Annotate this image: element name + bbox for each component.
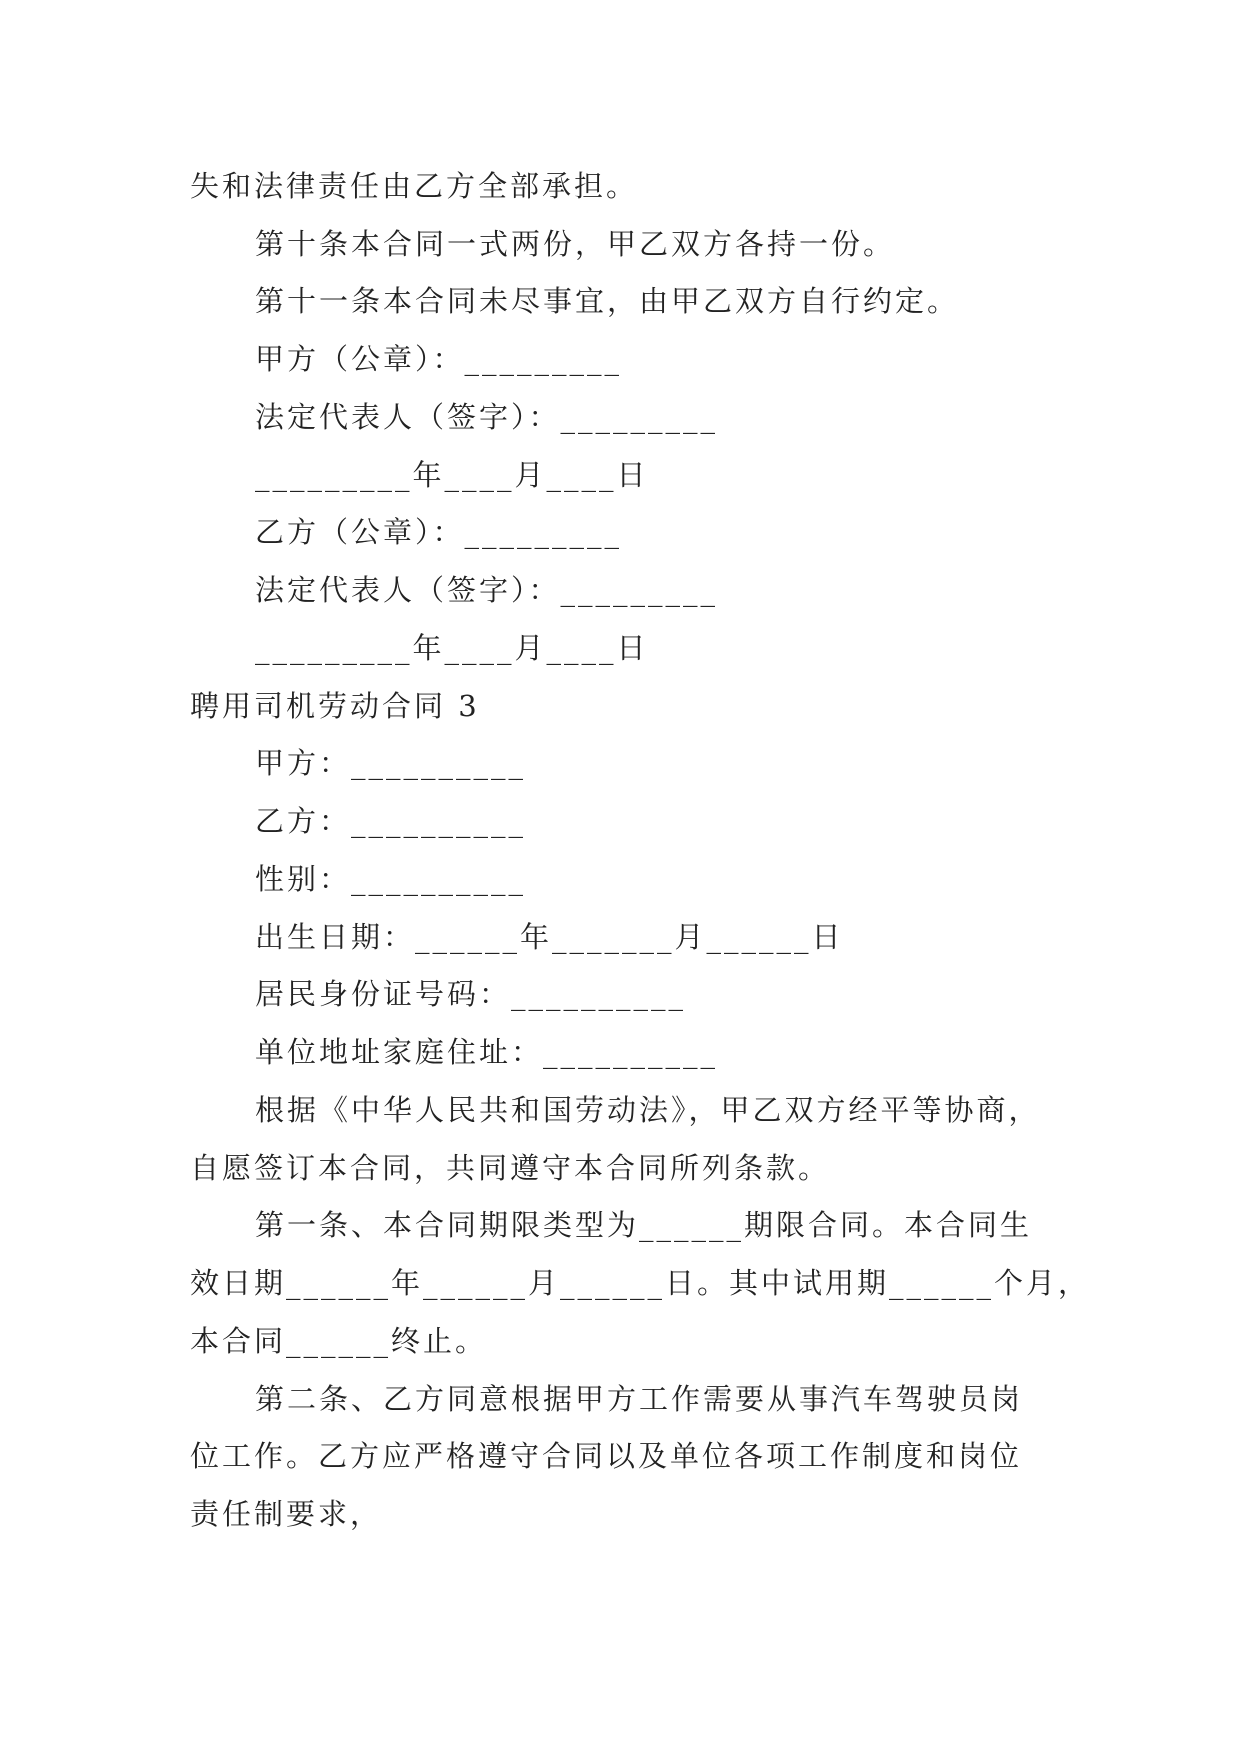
clause-2-line: 责任制要求， bbox=[190, 1497, 383, 1531]
clause-1-line: 本合同______终止。 bbox=[190, 1324, 488, 1358]
party-a-date-line: _________年____月____日 bbox=[255, 458, 649, 492]
clause-11: 第十一条本合同未尽事宜，由甲乙双方自行约定。 bbox=[255, 284, 960, 318]
clause-1-line: 效日期______年______月______日。其中试用期______个月， bbox=[190, 1266, 1091, 1300]
party-b-representative-line: 法定代表人（签字）：_________ bbox=[255, 573, 719, 607]
party-a-representative-line: 法定代表人（签字）：_________ bbox=[255, 400, 719, 434]
address-field: 单位地址家庭住址：__________ bbox=[255, 1035, 719, 1069]
paragraph-line: 失和法律责任由乙方全部承担。 bbox=[190, 169, 639, 203]
clause-10: 第十条本合同一式两份，甲乙双方各持一份。 bbox=[255, 227, 896, 261]
clause-1-line: 第一条、本合同期限类型为______期限合同。本合同生 bbox=[255, 1208, 1033, 1242]
birth-date-field: 出生日期：______年_______月______日 bbox=[255, 920, 844, 954]
section-title: 聘用司机劳动合同 3 bbox=[190, 689, 480, 723]
party-b-date-line: _________年____月____日 bbox=[255, 631, 649, 665]
preamble-line: 自愿签订本合同，共同遵守本合同所列条款。 bbox=[190, 1151, 831, 1185]
party-b-field: 乙方：__________ bbox=[255, 804, 527, 838]
clause-2-line: 位工作。乙方应严格遵守合同以及单位各项工作制度和岗位 bbox=[190, 1439, 1023, 1473]
party-a-seal-line: 甲方（公章）：_________ bbox=[255, 342, 623, 376]
party-b-seal-line: 乙方（公章）：_________ bbox=[255, 515, 623, 549]
id-number-field: 居民身份证号码：__________ bbox=[255, 977, 687, 1011]
preamble-line: 根据《中华人民共和国劳动法》，甲乙双方经平等协商， bbox=[255, 1093, 1041, 1127]
party-a-field: 甲方：__________ bbox=[255, 746, 527, 780]
clause-2-line: 第二条、乙方同意根据甲方工作需要从事汽车驾驶员岗 bbox=[255, 1382, 1024, 1416]
gender-field: 性别：__________ bbox=[255, 862, 527, 896]
